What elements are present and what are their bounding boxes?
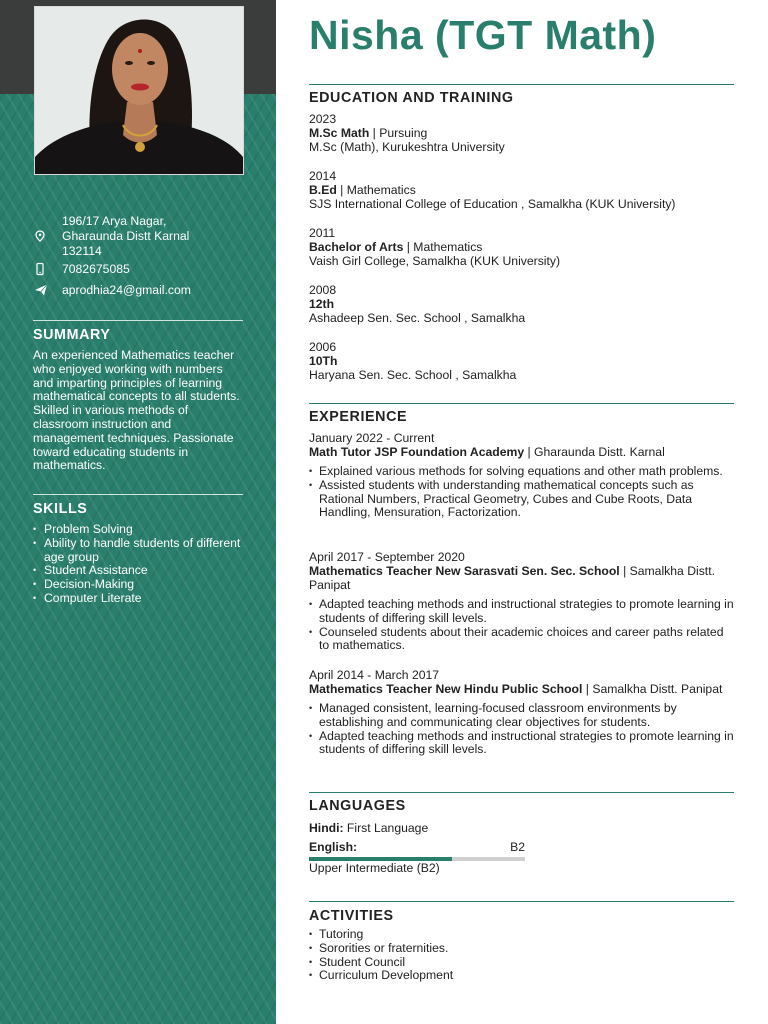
- email-address[interactable]: aprodhia24@gmail.com: [62, 283, 191, 297]
- experience-place: | Gharaunda Distt. Karnal: [524, 445, 665, 459]
- education-field: | Pursuing: [369, 126, 428, 140]
- education-entry: [309, 226, 735, 268]
- language-english: [309, 840, 525, 854]
- skills-list: [33, 523, 243, 606]
- education-degree: Bachelor of Arts: [309, 240, 404, 254]
- experience-place: | Samalkha Distt. Panipat: [309, 564, 715, 592]
- education-school: M.Sc (Math), Kurukeshtra University: [309, 140, 505, 154]
- activity-item: • Tutoring: [309, 928, 735, 942]
- phone-number[interactable]: 7082675085: [62, 262, 130, 276]
- summary-text: An experienced Mathematics teacher who enjoyed working with numbers and imparting principles of learning mathematical concepts to all students. Skilled in various methods of classroom instruction and management techniques. Passionate toward educating students in mathematics.: [33, 348, 240, 473]
- address-line3: 132114: [62, 244, 102, 258]
- education-field: | Mathematics: [336, 183, 416, 197]
- skill-item: • Problem Solving: [33, 523, 243, 537]
- languages-title: LANGUAGES: [309, 798, 406, 814]
- experience-role: Math Tutor JSP Foundation Academy: [309, 445, 525, 459]
- experience-dates: April 2014 - March 2017: [309, 668, 440, 682]
- skills-title: SKILLS: [33, 501, 88, 517]
- summary-title: SUMMARY: [33, 327, 111, 343]
- education-degree: B.Ed: [309, 183, 337, 197]
- skills-section: [33, 501, 243, 606]
- language-level-text: First Language: [343, 821, 429, 835]
- education-degree: M.Sc Math: [309, 126, 370, 140]
- skill-item: • Computer Literate: [33, 592, 243, 606]
- experience-bullet: • Managed consistent, learning-focused classroom environments by establishing and communicating clear objectives for students.: [309, 702, 735, 730]
- activity-item: • Curriculum Development: [309, 969, 735, 983]
- address-line1: 196/17 Arya Nagar,: [62, 214, 167, 228]
- education-school: Vaish Girl College, Samalkha (KUK University): [309, 254, 561, 268]
- experience-entry: [309, 668, 735, 757]
- education-title: EDUCATION AND TRAINING: [309, 90, 514, 106]
- education-year: 2006: [309, 340, 337, 354]
- experience-bullet: • Counseled students about their academic choices and career paths related to mathematics.: [309, 626, 735, 654]
- education-entry: [309, 169, 735, 211]
- experience-bullets: [309, 598, 735, 653]
- education-year: 2014: [309, 169, 337, 183]
- summary-section: [33, 327, 243, 473]
- experience-bullet: • Adapted teaching methods and instructional strategies to promote learning in students of differing skill levels.: [309, 730, 735, 758]
- language-name: English:: [309, 840, 358, 854]
- education-entry: [309, 112, 735, 154]
- activities-list: [309, 928, 735, 983]
- experience-bullets: [309, 465, 735, 520]
- education-year: 2023: [309, 112, 337, 126]
- activities-divider: [309, 901, 734, 902]
- experience-bullet: • Assisted students with understanding mathematical concepts such as Rational Numbers, Practical Geometry, Cubes and Cube Roots, Data Handling, Mensuration, Factorization.: [309, 479, 735, 520]
- education-year: 2011: [309, 226, 336, 240]
- skills-divider: [33, 494, 243, 495]
- language-name: Hindi:: [309, 821, 344, 835]
- experience-place: | Samalkha Distt. Panipat: [582, 682, 723, 696]
- education-school: SJS International College of Education , Samalkha (KUK University): [309, 197, 676, 211]
- experience-role: Mathematics Teacher New Sarasvati Sen. Sec. School: [309, 564, 620, 578]
- phone-icon: [34, 262, 48, 276]
- summary-divider: [33, 320, 243, 321]
- education-degree: 12th: [309, 297, 335, 311]
- education-year: 2008: [309, 283, 337, 297]
- experience-bullet: • Explained various methods for solving equations and other math problems.: [309, 465, 735, 479]
- experience-dates: January 2022 - Current: [309, 431, 435, 445]
- education-entry: [309, 340, 735, 382]
- address-line2: Gharaunda Distt Karnal: [62, 229, 190, 243]
- languages-divider: [309, 792, 734, 793]
- language-level-code: B2: [510, 840, 525, 854]
- profile-photo: [34, 6, 244, 175]
- education-entry: [309, 283, 735, 325]
- education-field: | Mathematics: [403, 240, 483, 254]
- language-hindi: [309, 821, 735, 835]
- experience-role: Mathematics Teacher New Hindu Public School: [309, 682, 583, 696]
- language-english-desc: Upper Intermediate (B2): [309, 861, 440, 875]
- location-icon: [34, 230, 48, 244]
- experience-entry: [309, 550, 735, 653]
- experience-entry: [309, 431, 735, 520]
- experience-title: EXPERIENCE: [309, 409, 408, 425]
- activities-title: ACTIVITIES: [309, 908, 394, 924]
- activity-item: • Student Council: [309, 956, 735, 970]
- activities-section: [309, 928, 735, 983]
- education-divider: [309, 84, 734, 85]
- education-degree: 10Th: [309, 354, 338, 368]
- education-school: Ashadeep Sen. Sec. School , Samalkha: [309, 311, 526, 325]
- activity-item: • Sororities or fraternities.: [309, 942, 735, 956]
- experience-dates: April 2017 - September 2020: [309, 550, 465, 564]
- candidate-name: Nisha (TGT Math): [309, 12, 657, 58]
- experience-bullet: • Adapted teaching methods and instructional strategies to promote learning in students of differing skill levels.: [309, 598, 735, 626]
- education-school: Haryana Sen. Sec. School , Samalkha: [309, 368, 517, 382]
- experience-divider: [309, 403, 734, 404]
- skill-item: • Student Assistance: [33, 564, 243, 578]
- skill-item: • Ability to handle students of different age group: [33, 537, 243, 565]
- skill-item: • Decision-Making: [33, 578, 243, 592]
- experience-bullets: [309, 702, 735, 757]
- send-icon: [34, 283, 48, 297]
